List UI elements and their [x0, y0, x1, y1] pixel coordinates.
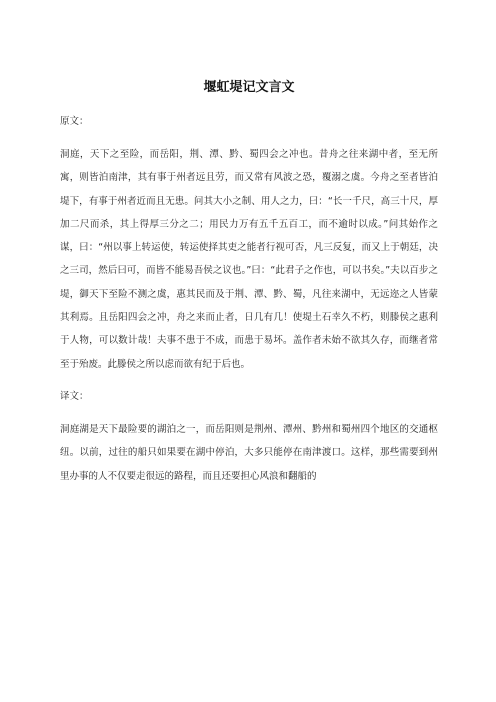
- original-text-paragraph: 洞庭，天下之至险，而岳阳，荆、潭、黔、蜀四会之冲也。昔舟之往来湖中者，至无所寓，则皆泊南津，其有事于州者远且劳，而又常有风波之恐，覆溺之虞。今舟之至者皆泊堤下，有事于州者近而且无患。问其大小之制、用人之力，曰：“长一千尺，高三十尺，厚加二尺而杀，其上得厚三分之二；用民力万有五千五百工，而不逾时以成。”问其始作之谋，曰：“州以事上转运使，转运使择其吏之能者行视可否，凡三反复，而又上于朝廷，决之三司，然后曰可，而皆不能易吾侯之议也。”曰：“此君子之作也，可以书矣。”夫以百步之堤，御天下至险不测之虞，惠其民而及于荆、潭、黔、蜀，凡往来湖中，无远迩之人皆蒙其利焉。且岳阳四会之冲，舟之来而止者，日几有几！使堤土石幸久不朽，则滕侯之惠利于人物，可以数计哉！夫事不患于不成，而患于易坏。盖作者未始不欲其久存，而继者常至于殆废。此滕侯之所以虑而欲有纪于后也。: [60, 149, 438, 370]
- translation-paragraph: 洞庭湖是天下最险要的湖泊之一，而岳阳则是荆州、潭州、黔州和蜀州四个地区的交通枢纽。以前，过往的船只如果要在湖中停泊，大多只能停在南津渡口。这样，那些需要到州里办事的人不仅要走很远的路程，而且还要担心风浪和翻船的: [60, 423, 438, 482]
- document-title: 堰虹堤记文言文: [203, 80, 295, 95]
- original-text-label: 原文：: [60, 116, 89, 127]
- translation-label: 译文：: [60, 390, 89, 402]
